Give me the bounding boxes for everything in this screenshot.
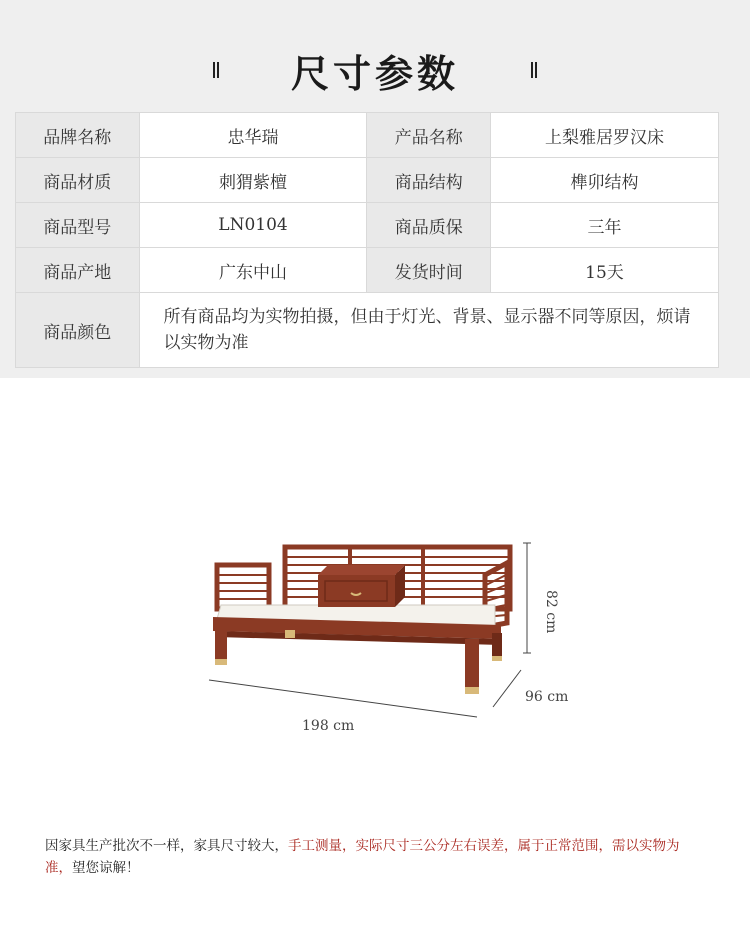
- model-value: LN0104: [139, 203, 367, 248]
- material-value: 刺猬紫檀: [139, 158, 367, 203]
- note-part-3: 望您谅解！: [72, 860, 140, 876]
- table-row: [16, 293, 719, 368]
- origin-value: 广东中山: [139, 248, 367, 293]
- note-part-2: 手工测量，实际尺寸三公分左右误差，属于正常范围，需以实物为准，: [45, 838, 680, 876]
- left-arm: [217, 565, 269, 609]
- measurement-note: [45, 835, 705, 879]
- spec-table: [15, 112, 719, 368]
- title-row: [0, 40, 750, 100]
- note-part-1: 因家具生产批次不一样，家具尺寸较大，: [45, 838, 288, 854]
- table-row: [16, 158, 719, 203]
- color-value: 所有商品均为实物拍摄，但由于灯光、背景、显示器不同等原因，烦请以实物为准: [139, 293, 718, 368]
- title-right-bar: [531, 62, 537, 78]
- warranty-label: 商品质保: [367, 203, 491, 248]
- width-line: [209, 680, 477, 717]
- brand-label: 品牌名称: [16, 113, 140, 158]
- title-left-bar: [213, 62, 219, 78]
- page-title: 尺寸参数: [290, 50, 459, 96]
- warranty-value: 三年: [491, 203, 719, 248]
- height-dimension: 82 cm: [543, 590, 559, 634]
- front-right-leg: [465, 639, 479, 691]
- width-dimension: 198 cm: [302, 718, 355, 734]
- kang-table-top: [318, 565, 405, 575]
- table-row: [16, 203, 719, 248]
- structure-value: 榫卯结构: [491, 158, 719, 203]
- luohan-bed-image: [195, 535, 595, 745]
- front-left-leg: [215, 631, 227, 663]
- product-name-label: 产品名称: [367, 113, 491, 158]
- material-label: 商品材质: [16, 158, 140, 203]
- structure-label: 商品结构: [367, 158, 491, 203]
- kang-table: [318, 575, 395, 607]
- origin-label: 商品产地: [16, 248, 140, 293]
- depth-dimension: 96 cm: [525, 689, 569, 705]
- back-right-leg: [492, 633, 502, 659]
- color-label: 商品颜色: [16, 293, 140, 368]
- shipping-value: 15天: [491, 248, 719, 293]
- table-row: [16, 113, 719, 158]
- product-name-value: 上梨雅居罗汉床: [491, 113, 719, 158]
- table-row: [16, 248, 719, 293]
- depth-line: [493, 670, 521, 707]
- brand-value: 忠华瑞: [139, 113, 367, 158]
- model-label: 商品型号: [16, 203, 140, 248]
- shipping-label: 发货时间: [367, 248, 491, 293]
